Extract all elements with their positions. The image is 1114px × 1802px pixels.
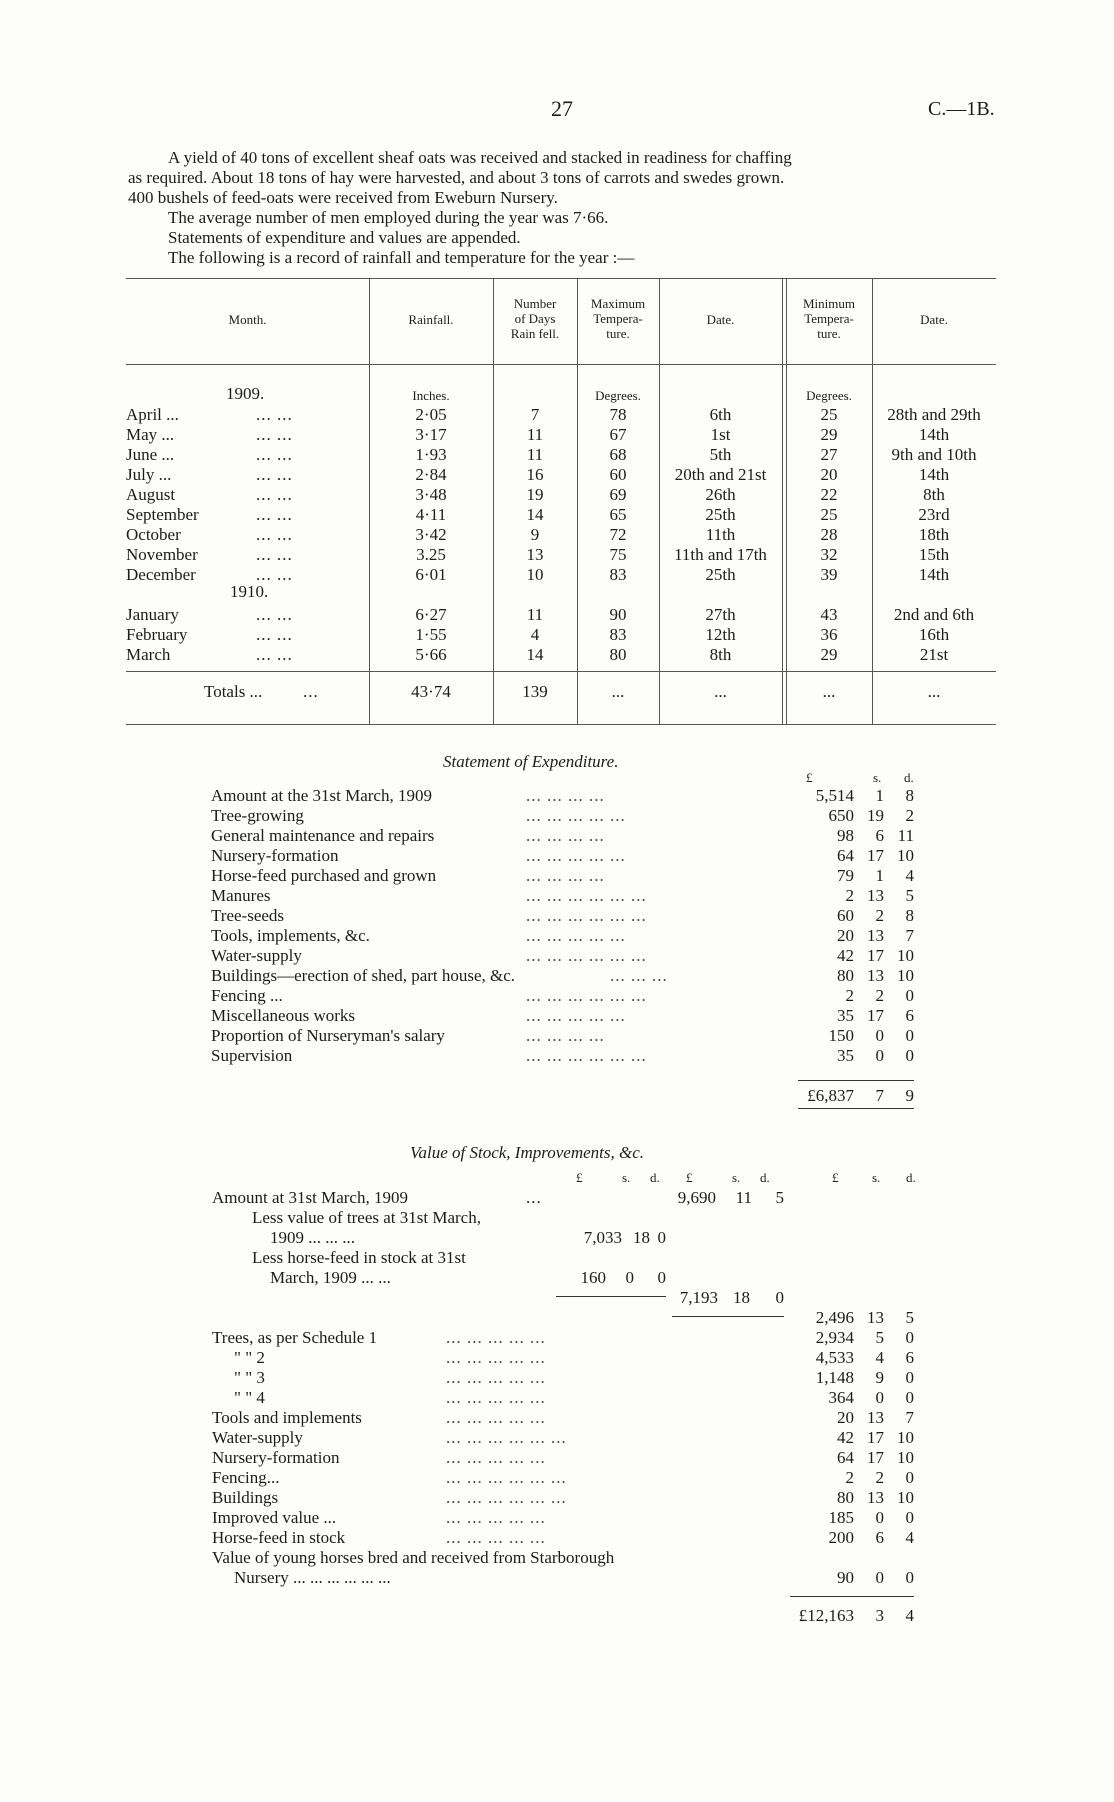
max-temp-value: 90 — [609, 605, 627, 624]
stock-title: Value of Stock, Improvements, &c. — [410, 1143, 644, 1162]
expenditure-shillings: 17 — [867, 846, 884, 865]
stock-item-label: Horse-feed in stock — [212, 1528, 346, 1547]
leader-dots: ... ... ... ... — [526, 826, 605, 845]
max-date-value: 11th and 17th — [674, 545, 767, 564]
header-min-temp: Minimum Tempera- ture. — [802, 296, 855, 341]
stock-pence: 10 — [897, 1428, 914, 1447]
max-temp-value: 83 — [609, 625, 627, 644]
min-temp-value: 39 — [820, 565, 838, 584]
stock-shillings: 6 — [875, 1528, 884, 1547]
max-temp-value: 65 — [609, 505, 627, 524]
stock-shillings: 5 — [875, 1328, 884, 1347]
less-trees-pence: 0 — [657, 1228, 666, 1247]
stock-shillings: 0 — [875, 1388, 884, 1407]
stock-item-label: Trees, as per Schedule 1 — [212, 1328, 378, 1347]
min-date-value: 28th and 29th — [887, 405, 981, 424]
stock-item-label: Fencing... — [212, 1468, 280, 1487]
min-temp-value: 29 — [820, 645, 838, 664]
rain-days-value: 13 — [526, 545, 544, 564]
expenditure-item-label: Amount at the 31st March, 1909 — [211, 786, 432, 805]
rain-days-value: 4 — [530, 625, 540, 644]
intro-line: Statements of expenditure and values are appended. — [168, 228, 521, 247]
leader-dots: ... ... ... ... ... ... — [446, 1428, 567, 1447]
stock-pence: 0 — [905, 1388, 914, 1407]
leader-dots: ... ... ... ... ... ... — [526, 986, 647, 1005]
expenditure-shillings: 13 — [867, 966, 884, 985]
rainfall-value: 2·05 — [415, 405, 447, 424]
month-label: September — [126, 505, 199, 524]
stock-item-label: " " 3 — [234, 1368, 265, 1387]
less-feed-pence: 0 — [657, 1268, 666, 1287]
stock-shillings: 0 — [875, 1508, 884, 1527]
horses-label: Value of young horses bred and received from Starborough — [212, 1548, 615, 1567]
stock-pence: 0 — [905, 1468, 914, 1487]
currency-heading: £ — [686, 1170, 693, 1185]
leader-dots: ... ... ... ... ... — [526, 926, 626, 945]
max-date-value: 25th — [705, 505, 736, 524]
currency-heading: s. — [732, 1170, 741, 1185]
min-date-value: 16th — [918, 625, 950, 644]
expenditure-pence: 0 — [905, 986, 914, 1005]
expenditure-shillings: 6 — [875, 826, 884, 845]
stock-pence: 0 — [905, 1368, 914, 1387]
intro-line: The following is a record of rainfall and temperature for the year :— — [168, 248, 635, 267]
currency-heading: s. — [622, 1170, 631, 1185]
currency-heading: s. — [872, 1170, 881, 1185]
expenditure-shillings: 17 — [867, 1006, 884, 1025]
leader-dots: ... ... ... ... ... — [526, 806, 626, 825]
leader-dots: ... ... ... ... ... ... — [526, 906, 647, 925]
expenditure-item-label: Tree-growing — [211, 806, 304, 825]
rainfall-value: 4·11 — [415, 505, 447, 524]
min-temp-value: 32 — [820, 545, 838, 564]
currency-heading: d. — [760, 1170, 770, 1185]
max-date-value: 27th — [705, 605, 736, 624]
month-label: November — [126, 545, 198, 564]
stock-pounds: 2 — [845, 1468, 854, 1487]
leader-dots: ... ... ... ... ... — [526, 846, 626, 865]
min-date-value: 14th — [918, 425, 950, 444]
stock-amount-pounds: 9,690 — [677, 1188, 716, 1207]
month-label: June ... — [126, 445, 175, 464]
expenditure-shillings: 1 — [875, 866, 884, 885]
expenditure-pence: 5 — [905, 886, 914, 905]
min-temp-value: 27 — [820, 445, 838, 464]
expenditure-pence: 8 — [905, 786, 914, 805]
currency-pence: d. — [904, 770, 914, 785]
stock-shillings: 13 — [867, 1488, 884, 1507]
leader-dots: ... ... ... ... — [526, 786, 605, 805]
total-date: ... — [927, 682, 941, 701]
month-label: January — [126, 605, 179, 624]
leader-dots: ... ... — [256, 645, 293, 664]
expenditure-item-label: Fencing ... — [211, 986, 283, 1005]
leader-dots: ... ... ... ... ... — [446, 1408, 546, 1427]
stock-item-label: " " 4 — [234, 1388, 265, 1407]
stock-item-label: Nursery-formation — [212, 1448, 340, 1467]
leader-dots: ... ... ... ... ... — [446, 1508, 546, 1527]
rain-days-value: 11 — [526, 605, 544, 624]
leader-dots: ... ... — [256, 485, 293, 504]
expenditure-pounds: 98 — [837, 826, 854, 845]
less-trees-label: Less value of trees at 31st March, — [252, 1208, 481, 1227]
expenditure-pence: 10 — [897, 966, 914, 985]
leader-dots: ... ... — [256, 445, 293, 464]
leader-dots: ... ... — [256, 625, 293, 644]
rainfall-value: 3·42 — [415, 525, 447, 544]
expenditure-pence: 10 — [897, 846, 914, 865]
expenditure-pence: 8 — [905, 906, 914, 925]
leader-dots: ... ... — [256, 565, 293, 584]
header-date-max: Date. — [706, 312, 735, 327]
expenditure-pounds: 60 — [837, 906, 854, 925]
expenditure-pounds: 64 — [837, 846, 854, 865]
min-date-value: 8th — [923, 485, 945, 504]
month-label: October — [126, 525, 181, 544]
leader-dots: ... ... ... ... ... — [446, 1348, 546, 1367]
min-temp-value: 28 — [820, 525, 838, 544]
unit-degrees: Degrees. — [595, 388, 641, 403]
max-temp-value: 72 — [609, 525, 627, 544]
max-temp-value: 60 — [609, 465, 627, 484]
document-reference: C.—1B. — [928, 98, 995, 120]
max-temp-value: 67 — [609, 425, 627, 444]
leader-dots: ... ... ... ... — [526, 1026, 605, 1045]
expenditure-item-label: Manures — [211, 886, 271, 905]
leader-dots: ... ... ... ... ... — [446, 1528, 546, 1547]
expenditure-total-shillings: 7 — [875, 1086, 884, 1105]
month-label: July ... — [126, 465, 172, 484]
max-temp-value: 68 — [609, 445, 627, 464]
page-number: 27 — [551, 96, 573, 121]
min-temp-value: 36 — [820, 625, 838, 644]
expenditure-shillings: 0 — [875, 1046, 884, 1065]
stock-amount-pence: 5 — [775, 1188, 784, 1207]
less-trees-pounds: 7,033 — [583, 1228, 622, 1247]
stock-pounds: 1,148 — [815, 1368, 854, 1387]
expenditure-item-label: Supervision — [211, 1046, 293, 1065]
currency-heading: d. — [650, 1170, 660, 1185]
expenditure-item-label: Buildings—erection of shed, part house, &c. — [211, 966, 516, 985]
total-min: ... — [822, 682, 836, 701]
expenditure-pounds: 5,514 — [815, 786, 854, 805]
less-total-shillings: 18 — [733, 1288, 750, 1307]
leader-dots: ... — [303, 682, 319, 701]
expenditure-total-pounds: £6,837 — [807, 1086, 854, 1105]
max-date-value: 11th — [705, 525, 736, 544]
expenditure-pounds: 2 — [845, 986, 854, 1005]
rain-days-value: 16 — [526, 465, 544, 484]
min-temp-value: 25 — [820, 405, 838, 424]
min-date-value: 23rd — [918, 505, 950, 524]
expenditure-shillings: 0 — [875, 1026, 884, 1045]
leader-dots: ... ... ... ... ... ... — [526, 1046, 647, 1065]
intro-line: 400 bushels of feed-oats were received from Eweburn Nursery. — [128, 188, 558, 207]
rain-days-value: 14 — [526, 505, 544, 524]
expenditure-pounds: 2 — [845, 886, 854, 905]
stock-amount-label: Amount at 31st March, 1909 — [212, 1188, 408, 1207]
stock-item-label: " " 2 — [234, 1348, 265, 1367]
expenditure-pounds: 35 — [837, 1046, 854, 1065]
expenditure-pounds: 20 — [837, 926, 854, 945]
expenditure-item-label: Tools, implements, &c. — [211, 926, 370, 945]
expenditure-shillings: 2 — [875, 906, 884, 925]
min-temp-value: 20 — [820, 465, 838, 484]
expenditure-pounds: 80 — [837, 966, 854, 985]
leader-dots: ... ... ... ... ... ... — [526, 946, 647, 965]
max-temp-value: 75 — [609, 545, 627, 564]
balance-pounds: 2,496 — [815, 1308, 854, 1327]
stock-pounds: 80 — [837, 1488, 854, 1507]
currency-heading: £ — [832, 1170, 839, 1185]
leader-dots: ... ... — [256, 465, 293, 484]
total-max: ... — [611, 682, 625, 701]
less-feed-label: March, 1909 ... ... — [270, 1268, 391, 1287]
stock-pounds: 42 — [837, 1428, 854, 1447]
expenditure-pence: 0 — [905, 1026, 914, 1045]
expenditure-pence: 2 — [905, 806, 914, 825]
stock-pounds: 64 — [837, 1448, 854, 1467]
leader-dots: ... ... ... ... ... — [526, 1006, 626, 1025]
rainfall-table — [126, 278, 996, 730]
stock-pence: 7 — [905, 1408, 914, 1427]
min-date-value: 18th — [918, 525, 950, 544]
max-date-value: 26th — [705, 485, 736, 504]
currency-pound: £ — [806, 770, 813, 785]
horses-label: Nursery ... ... ... ... ... ... — [234, 1568, 391, 1587]
expenditure-item-label: Tree-seeds — [211, 906, 285, 925]
month-label: May ... — [126, 425, 175, 444]
year-label: 1909. — [226, 384, 265, 403]
rainfall-value: 6·27 — [415, 605, 447, 624]
less-trees-label: 1909 ... ... ... — [270, 1228, 355, 1247]
max-date-value: 12th — [705, 625, 736, 644]
expenditure-pence: 0 — [905, 1046, 914, 1065]
rainfall-value: 3·17 — [415, 425, 447, 444]
stock-item-label: Tools and implements — [212, 1408, 362, 1427]
currency-heading: £ — [576, 1170, 583, 1185]
rain-days-value: 11 — [526, 445, 544, 464]
stock-pounds: 200 — [828, 1528, 854, 1547]
min-temp-value: 25 — [820, 505, 838, 524]
stock-amount-shillings: 11 — [735, 1188, 752, 1207]
min-date-value: 14th — [918, 465, 950, 484]
leader-dots: ... ... ... ... ... ... — [446, 1468, 567, 1487]
expenditure-item-label: Miscellaneous works — [211, 1006, 356, 1025]
total-date: ... — [714, 682, 727, 701]
max-temp-value: 83 — [609, 565, 627, 584]
expenditure-shillings: 13 — [867, 926, 884, 945]
header-rainfall: Rainfall. — [408, 312, 454, 327]
expenditure-total-pence: 9 — [905, 1086, 914, 1105]
stock-pence: 10 — [897, 1448, 914, 1467]
less-total-pounds: 7,193 — [679, 1288, 718, 1307]
max-date-value: 5th — [709, 445, 732, 464]
expenditure-shillings: 2 — [875, 986, 884, 1005]
currency-shilling: s. — [873, 770, 882, 785]
header-date-min: Date. — [920, 312, 948, 327]
min-temp-value: 43 — [820, 605, 838, 624]
expenditure-pounds: 650 — [828, 806, 854, 825]
header-days: Number of Days Rain fell. — [510, 296, 560, 341]
max-date-value: 1st — [710, 425, 731, 444]
min-date-value: 15th — [918, 545, 950, 564]
expenditure-item-label: Horse-feed purchased and grown — [211, 866, 437, 885]
stock-item-label: Improved value ... — [212, 1508, 337, 1527]
leader-dots: ... ... ... ... ... — [446, 1368, 546, 1387]
total-rainfall: 43·74 — [411, 682, 451, 701]
max-date-value: 20th and 21st — [674, 465, 767, 484]
header-max-temp: Maximum Tempera- ture. — [590, 296, 646, 341]
stock-pence: 10 — [897, 1488, 914, 1507]
expenditure-item-label: General maintenance and repairs — [211, 826, 435, 845]
rain-days-value: 9 — [530, 525, 540, 544]
expenditure-item-label: Water-supply — [211, 946, 302, 965]
balance-shillings: 13 — [867, 1308, 884, 1327]
leader-dots: ... ... ... ... ... ... — [526, 886, 647, 905]
horses-pounds: 90 — [837, 1568, 854, 1587]
max-date-value: 25th — [705, 565, 736, 584]
leader-dots: ... ... ... ... ... ... — [446, 1488, 567, 1507]
expenditure-pounds: 150 — [828, 1026, 854, 1045]
min-date-value: 9th and 10th — [891, 445, 977, 464]
stock-total-pence: 4 — [905, 1606, 914, 1625]
expenditure-pounds: 42 — [837, 946, 854, 965]
leader-dots: ... ... ... ... ... — [446, 1448, 546, 1467]
max-date-value: 6th — [709, 405, 732, 424]
stock-pounds: 20 — [837, 1408, 854, 1427]
min-date-value: 2nd and 6th — [893, 605, 975, 624]
stock-pence: 4 — [905, 1528, 914, 1547]
rain-days-value: 19 — [526, 485, 544, 504]
min-temp-value: 29 — [820, 425, 838, 444]
rain-days-value: 7 — [530, 405, 540, 424]
min-date-value: 14th — [918, 565, 950, 584]
less-trees-shillings: 18 — [633, 1228, 650, 1247]
expenditure-pounds: 35 — [837, 1006, 854, 1025]
expenditure-shillings: 1 — [875, 786, 884, 805]
balance-pence: 5 — [905, 1308, 914, 1327]
stock-pence: 6 — [905, 1348, 914, 1367]
stock-pence: 0 — [905, 1328, 914, 1347]
leader-dots: ... ... ... ... ... — [446, 1328, 546, 1347]
leader-dots: ... ... — [256, 425, 293, 444]
stock-pounds: 185 — [828, 1508, 854, 1527]
stock-pence: 0 — [905, 1508, 914, 1527]
expenditure-pence: 6 — [905, 1006, 914, 1025]
stock-pounds: 2,934 — [815, 1328, 854, 1347]
year-label: 1910. — [230, 582, 269, 601]
horses-pence: 0 — [905, 1568, 914, 1587]
leader-dots: ... ... — [256, 505, 293, 524]
leader-dots: ... ... ... — [610, 966, 668, 985]
stock-shillings: 17 — [867, 1428, 884, 1447]
less-feed-label: Less horse-feed in stock at 31st — [252, 1248, 466, 1267]
less-feed-pounds: 160 — [580, 1268, 606, 1287]
stock-pounds: 364 — [828, 1388, 854, 1407]
leader-dots: ... ... — [256, 605, 293, 624]
month-label: August — [126, 485, 176, 504]
totals-label: Totals ... — [204, 682, 263, 701]
expenditure-pence: 4 — [905, 866, 914, 885]
max-date-value: 8th — [709, 645, 732, 664]
less-total-pence: 0 — [775, 1288, 784, 1307]
stock-shillings: 9 — [875, 1368, 884, 1387]
expenditure-shillings: 17 — [867, 946, 884, 965]
stock-item-label: Water-supply — [212, 1428, 303, 1447]
min-date-value: 21st — [919, 645, 949, 664]
min-temp-value: 22 — [820, 485, 838, 504]
expenditure-title: Statement of Expenditure. — [443, 752, 619, 771]
rainfall-value: 6·01 — [415, 565, 447, 584]
stock-shillings: 17 — [867, 1448, 884, 1467]
rainfall-value: 5·66 — [415, 645, 447, 664]
leader-dots: ... ... — [256, 545, 293, 564]
max-temp-value: 80 — [609, 645, 627, 664]
less-feed-shillings: 0 — [625, 1268, 634, 1287]
leader-dots: ... ... — [256, 405, 293, 424]
expenditure-item-label: Nursery-formation — [211, 846, 339, 865]
unit-inches: Inches. — [412, 388, 450, 403]
leader-dots: ... — [526, 1188, 542, 1207]
rain-days-value: 14 — [526, 645, 544, 664]
month-label: February — [126, 625, 188, 644]
horses-shillings: 0 — [875, 1568, 884, 1587]
expenditure-shillings: 13 — [867, 886, 884, 905]
stock-total-pounds: £12,163 — [798, 1606, 854, 1625]
rainfall-value: 1·93 — [415, 445, 447, 464]
max-temp-value: 69 — [609, 485, 627, 504]
currency-heading: d. — [906, 1170, 916, 1185]
month-label: April ... — [126, 405, 179, 424]
expenditure-pence: 10 — [897, 946, 914, 965]
stock-shillings: 4 — [875, 1348, 884, 1367]
intro-line: A yield of 40 tons of excellent sheaf oats was received and stacked in readiness for chaffing — [168, 148, 792, 167]
leader-dots: ... ... ... ... ... — [446, 1388, 546, 1407]
expenditure-pounds: 79 — [837, 866, 854, 885]
unit-degrees: Degrees. — [806, 388, 852, 403]
header-month: Month. — [228, 312, 267, 327]
rainfall-value: 1·55 — [415, 625, 447, 644]
stock-item-label: Buildings — [212, 1488, 279, 1507]
intro-line: The average number of men employed during the year was 7·66. — [168, 208, 609, 227]
stock-shillings: 13 — [867, 1408, 884, 1427]
leader-dots: ... ... — [256, 525, 293, 544]
expenditure-pence: 7 — [905, 926, 914, 945]
stock-pounds: 4,533 — [815, 1348, 854, 1367]
expenditure-shillings: 19 — [867, 806, 884, 825]
rainfall-value: 3·48 — [415, 485, 447, 504]
max-temp-value: 78 — [609, 405, 627, 424]
stock-shillings: 2 — [875, 1468, 884, 1487]
expenditure-pence: 11 — [897, 826, 914, 845]
total-days: 139 — [522, 682, 548, 701]
rainfall-value: 3.25 — [416, 545, 446, 564]
rain-days-value: 11 — [526, 425, 544, 444]
expenditure-item-label: Proportion of Nurseryman's salary — [211, 1026, 445, 1045]
leader-dots: ... ... ... ... — [526, 866, 605, 885]
stock-total-shillings: 3 — [875, 1606, 884, 1625]
intro-line: as required. About 18 tons of hay were harvested, and about 3 tons of carrots and swedes grown. — [128, 168, 785, 187]
month-label: March — [126, 645, 171, 664]
rain-days-value: 10 — [526, 565, 544, 584]
month-label: December — [126, 565, 196, 584]
rainfall-value: 2·84 — [415, 465, 447, 484]
